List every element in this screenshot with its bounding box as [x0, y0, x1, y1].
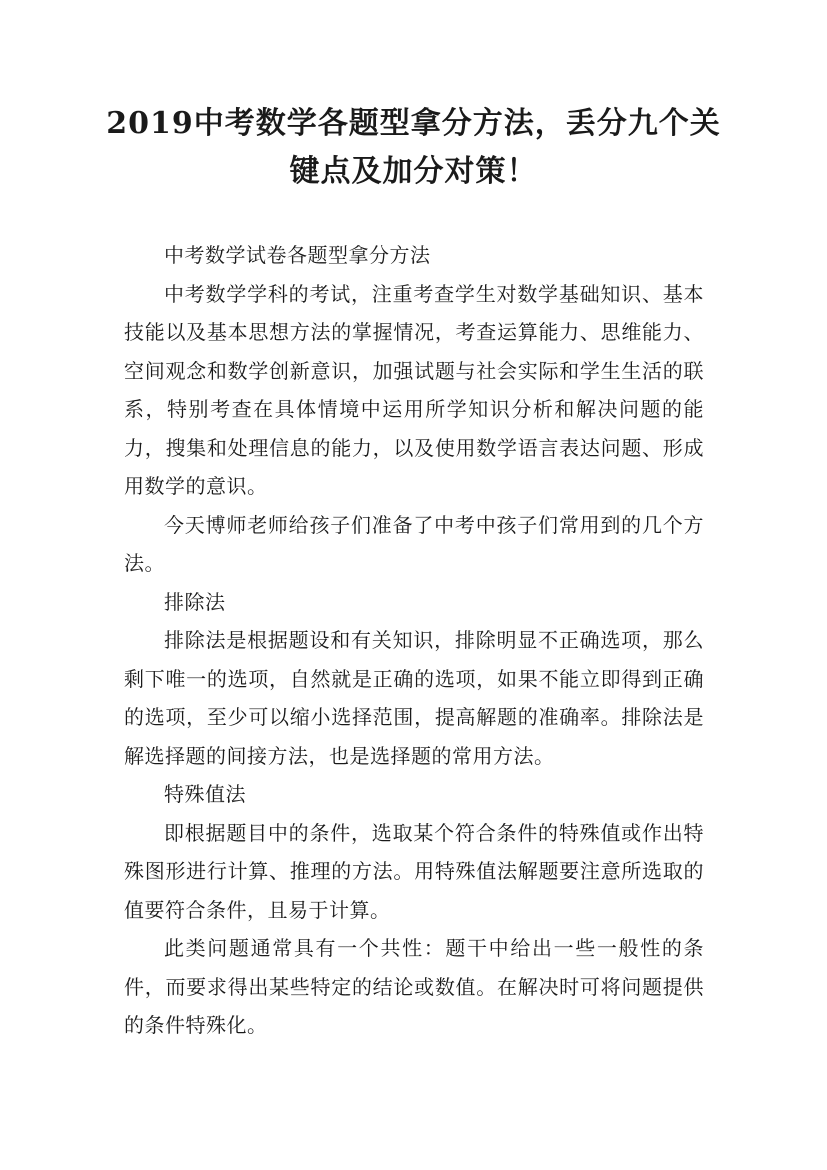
special-value-note-paragraph: 此类问题通常具有一个共性：题干中给出一些一般性的条件，而要求得出某些特定的结论或数值。在解决时可将问题提供的条件特殊化。 — [124, 936, 704, 1037]
preface-paragraph: 今天博师老师给孩子们准备了中考中孩子们常用到的几个方法。 — [124, 512, 704, 575]
elimination-paragraph: 排除法是根据题设和有关知识，排除明显不正确选项，那么剩下唯一的选项，自然就是正确的选项，如果不能立即得到正确的选项，至少可以缩小选择范围，提高解题的准确率。排除法是解选择题的间接方法，也是选择题的常用方法。 — [124, 628, 704, 768]
special-value-paragraph: 即根据题目中的条件，选取某个符合条件的特殊值或作出特殊图形进行计算、推理的方法。用特殊值法解题要注意所选取的值要符合条件，且易于计算。 — [124, 820, 704, 922]
intro-paragraph: 中考数学学科的考试，注重考查学生对数学基础知识、基本技能以及基本思想方法的掌握情况，考查运算能力、思维能力、空间观念和数学创新意识，加强试题与社会实际和学生生活的联系，特别考查在具体情境中运用所学知识分析和解决问题的能力，搜集和处理信息的能力，以及使用数学语言表达问题、形成用数学的意识。 — [124, 281, 704, 498]
document-title: 2019中考数学各题型拿分方法，丢分九个关键点及加分对策！ — [106, 106, 721, 189]
document-body — [124, 236, 704, 1045]
section-heading-methods: 中考数学试卷各题型拿分方法 — [164, 243, 431, 267]
section-heading-elimination: 排除法 — [164, 589, 226, 614]
section-heading-special-value: 特殊值法 — [164, 782, 246, 806]
